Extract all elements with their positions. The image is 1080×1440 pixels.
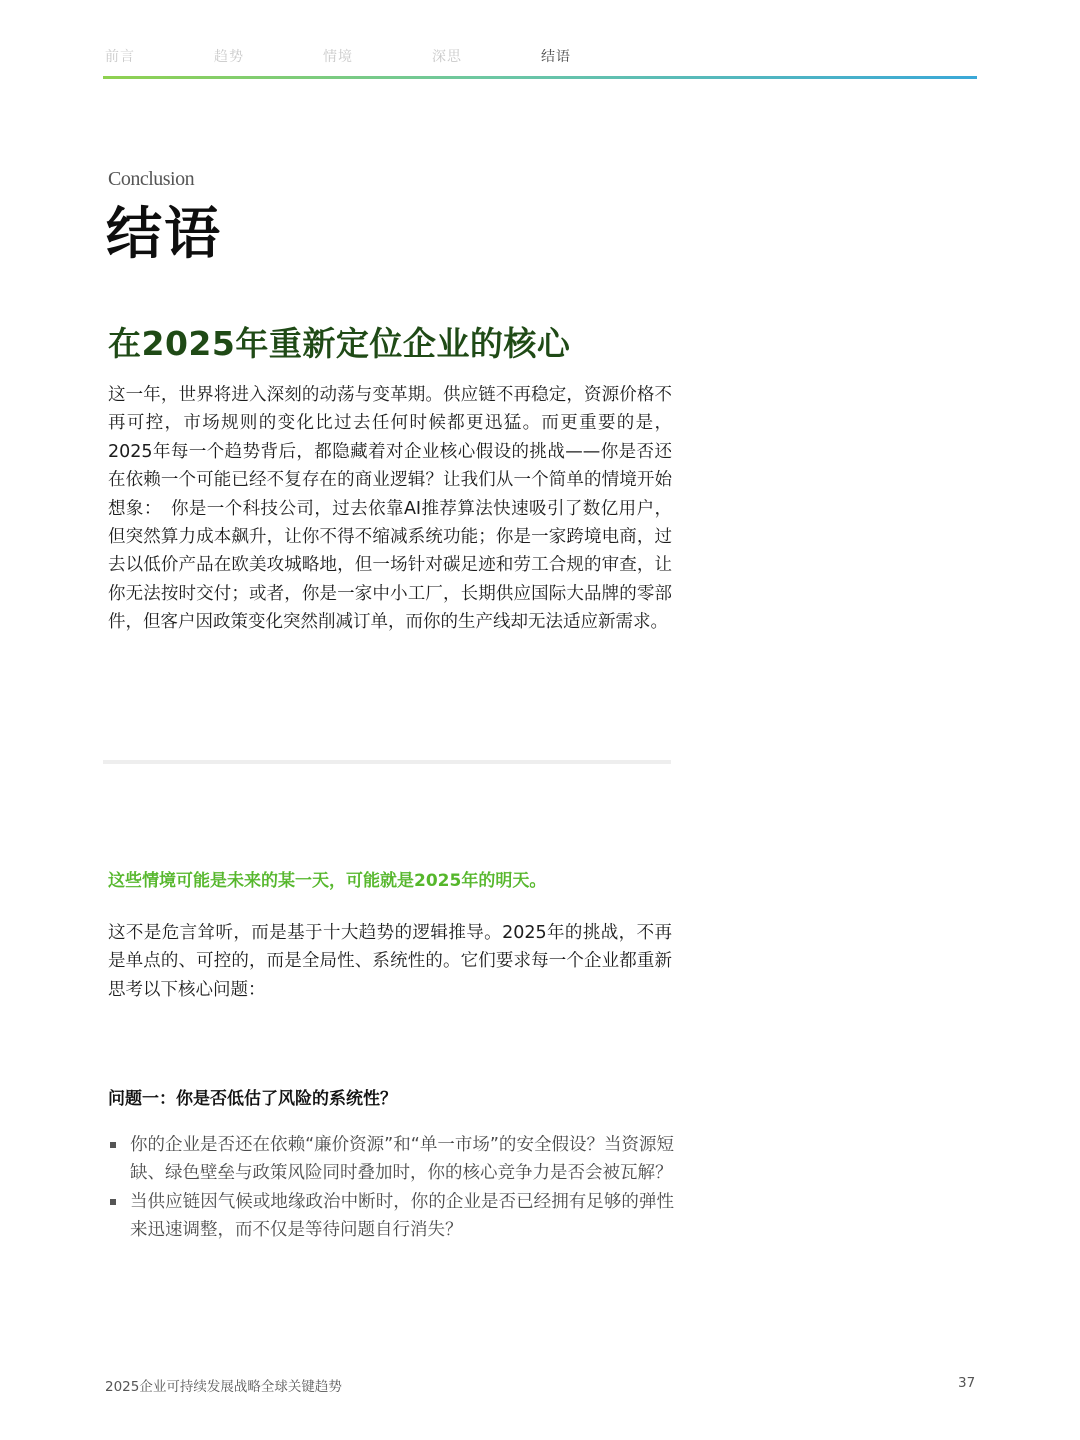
- question-bullet-list: [108, 1131, 674, 1245]
- list-item: [108, 1131, 674, 1188]
- section-divider: [103, 760, 671, 764]
- nav-tab-conclusion[interactable]: 结语: [541, 49, 571, 65]
- nav-tab-preface[interactable]: 前言: [105, 49, 135, 65]
- nav-tab-reflection[interactable]: 深思: [432, 49, 462, 65]
- highlight-text: 这些情境可能是未来的某一天，可能就是2025年的明天。: [108, 871, 547, 891]
- question-title: 问题一：你是否低估了风险的系统性？: [108, 1089, 397, 1109]
- nav-tab-trends[interactable]: 趋势: [214, 49, 244, 65]
- intro-paragraph: 这一年，世界将进入深刻的动荡与变革期。供应链不再稳定，资源价格不再可控，市场规则的变化比过去任何时候都更迅猛。而更重要的是，2025年每一个趋势背后，都隐藏着对企业核心假设的挑战——你是否还在依赖一个可能已经不复存在的商业逻辑？让我们从一个简单的情境开始想象： 你是一个科技公司，过去依靠AI推荐算法快速吸引了数亿用户，但突然算力成本飙升，让你不得不缩减系统功能；你是一家跨境电商，过去以低价产品在欧美攻城略地，但一场针对碳足迹和劳工合规的审查，让你无法按时交付；或者，你是一家中小工厂，长期供应国际大品牌的零部件，但客户因政策变化突然削减订单，而你的生产线却无法适应新需求。: [108, 385, 672, 633]
- bullet-text: 当供应链因气候或地缘政治中断时，你的企业是否已经拥有足够的弹性来迅速调整，而不仅是等待问题自行消失？: [130, 1191, 674, 1241]
- list-item: [108, 1188, 674, 1245]
- section-heading: 在2025年重新定位企业的核心: [108, 324, 571, 363]
- bullet-square-icon: [110, 1199, 116, 1205]
- bullet-text: 你的企业是否还在依赖“廉价资源”和“单一市场”的安全假设？当资源短缺、绿色壁垒与政策风险同时叠加时，你的核心竞争力是否会被瓦解？: [130, 1135, 674, 1184]
- section-eyebrow: Conclusion: [108, 168, 195, 190]
- nav-tab-scenarios[interactable]: 情境: [323, 49, 353, 65]
- bullet-square-icon: [110, 1142, 116, 1148]
- page-number: 37: [958, 1375, 976, 1391]
- footer-document-title: 2025企业可持续发展战略全球关键趋势: [105, 1379, 342, 1395]
- nav-progress-line: [103, 76, 977, 79]
- section-nav: [103, 46, 977, 70]
- body-paragraph: 这不是危言耸听，而是基于十大趋势的逻辑推导。2025年的挑战，不再是单点的、可控的，而是全局性、系统性的。它们要求每一个企业都重新思考以下核心问题：: [108, 923, 672, 1000]
- page-title: 结语: [106, 201, 222, 267]
